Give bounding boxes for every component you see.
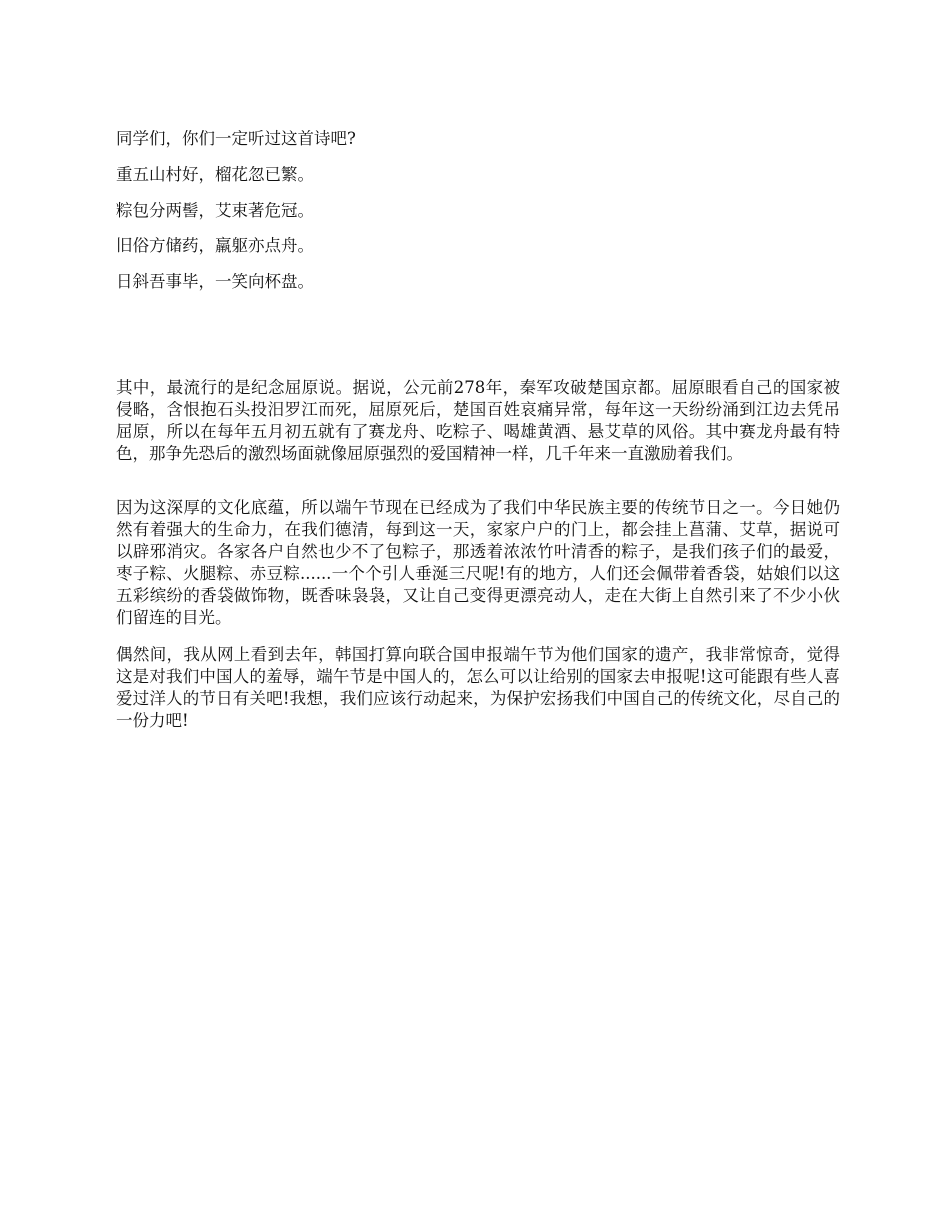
poem-line-2: 粽包分两髻，艾束著危冠。 [116,201,314,220]
paragraph-protect-tradition: 偶然间，我从网上看到去年，韩国打算向联合国申报端午节为他们国家的遗产，我非常惊奇，觉得这是对我们中国人的羞辱，端午节是中国人的，怎么可以让给别的国家去申报呢!这可能跟有些人喜爱过洋人的节日有关吧!我想，我们应该行动起来，为保护宏扬我们中国自己的传统文化，尽自己的一份力吧! [116,645,840,730]
intro-line: 同学们，你们一定听过这首诗吧? [116,129,356,148]
paragraph-qu-yuan-legend: 其中，最流行的是纪念屈原说。据说，公元前278年，秦军攻破楚国京都。屈原眼看自己的国家被侵略，含恨抱石头投汨罗江而死，屈原死后，楚国百姓哀痛异常，每年这一天纷纷涌到江边去凭吊屈原，所以在每年五月初五就有了赛龙舟、吃粽子、喝雄黄酒、悬艾草的风俗。其中赛龙舟最有特色，那争先恐后的激烈场面就像屈原强烈的爱国精神一样，几千年来一直激励着我们。 [116,378,840,463]
poem-line-4: 日斜吾事毕，一笑向杯盘。 [116,272,314,291]
poem-line-3: 旧俗方储药，羸躯亦点舟。 [116,236,314,255]
poem-line-1: 重五山村好，榴花忽已繁。 [116,165,314,184]
paragraph-cultural-heritage: 因为这深厚的文化底蕴，所以端午节现在已经成为了我们中华民族主要的传统节日之一。今日她仍然有着强大的生命力，在我们德清，每到这一天，家家户户的门上，都会挂上菖蒲、艾草，据说可以辟邪消灾。各家各户自然也少不了包粽子，那透着浓浓竹叶清香的粽子，是我们孩子们的最爱，枣子粽、火腿粽、赤豆粽......一个个引人垂涎三尺呢!有的地方，人们还会佩带着香袋，姑娘们以这五彩缤纷的香袋做饰物，既香味袅袅，又让自己变得更漂亮动人，走在大街上自然引来了不少小伙们留连的目光。 [116,498,840,627]
